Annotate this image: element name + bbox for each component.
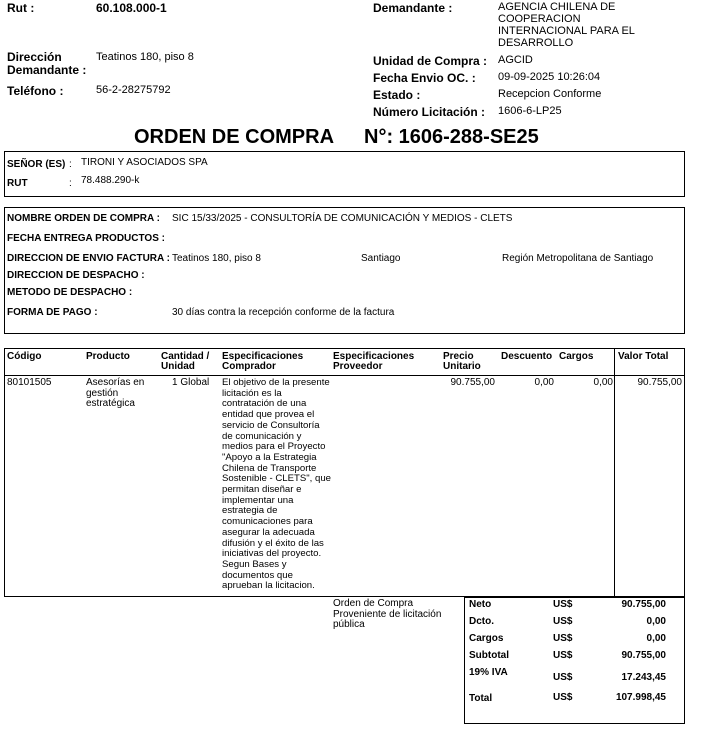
envio-factura-value: Teatinos 180, piso 8 [172, 253, 261, 264]
senor-colon: : [69, 159, 72, 170]
totals-cargos-currency: US$ [553, 633, 573, 644]
col-descuento: Descuento [501, 351, 553, 362]
row-precio: 90.755,00 [450, 377, 495, 388]
page-title: ORDEN DE COMPRA [134, 126, 335, 148]
col-cargos: Cargos [559, 351, 594, 362]
row-esp-comprador: El objetivo de la presente licitación es la contratación de una entidad que provea el servicio de Consultoría de comunicación y medios para el Proyecto "Apoyo a la Estrategia Chilena de Transporte Sostenible - CLETS", que permitan diseñar e implementar una estrategia de comunicaciones para asegurar la adecuada difusión y el éxito de las iniciativas del proyecto. Segun Bases y documentos que aprueban la licitacion. [222, 377, 331, 592]
forma-pago-label: FORMA DE PAGO : [7, 307, 98, 318]
demandante-value: AGENCIA CHILENA DE COOPERACION INTERNACIONAL PARA EL DESARROLLO [498, 1, 635, 49]
direccion-demandante-label: Dirección Demandante : [7, 50, 87, 77]
totals-subtotal-value: 90.755,00 [621, 650, 666, 661]
nombre-orden-label: NOMBRE ORDEN DE COMPRA : [7, 213, 160, 224]
unidad-compra-label: Unidad de Compra : [373, 54, 488, 68]
totals-dcto-label: Dcto. [469, 616, 494, 627]
valor-total-divider [614, 348, 615, 597]
metodo-despacho-label: METODO DE DESPACHO : [7, 287, 133, 298]
col-esp-comprador: Especificaciones Comprador [222, 351, 304, 372]
row-descuento: 0,00 [534, 377, 554, 388]
telefono-label: Teléfono : [7, 84, 64, 98]
numero-licitacion-value: 1606-6-LP25 [498, 105, 562, 117]
order-number: N°: 1606-288-SE25 [364, 126, 539, 148]
estado-value: Recepcion Conforme [498, 88, 602, 100]
telefono-value: 56-2-28275792 [96, 84, 171, 96]
totals-iva-value: 17.243,45 [621, 672, 666, 683]
row-valor-total: 90.755,00 [637, 377, 682, 388]
totals-dcto-currency: US$ [553, 616, 573, 627]
direccion-demandante-value: Teatinos 180, piso 8 [96, 51, 194, 63]
row-producto: Asesorías en gestión estratégica [86, 377, 145, 410]
nombre-orden-value: SIC 15/33/2025 - CONSULTORÍA DE COMUNICACIÓN Y MEDIOS - CLETS [172, 213, 513, 224]
footer-note: Orden de Compra Proveniente de licitación pública [333, 598, 442, 631]
row-cantidad: 1 Global [172, 377, 210, 388]
rut-colon: : [69, 178, 72, 189]
estado-label: Estado : [373, 88, 421, 102]
totals-cargos-label: Cargos [469, 633, 504, 644]
totals-total-value: 107.998,45 [615, 692, 666, 703]
fecha-envio-label: Fecha Envio OC. : [373, 71, 476, 85]
col-codigo: Código [7, 351, 42, 362]
totals-iva-currency: US$ [553, 672, 573, 683]
totals-neto-label: Neto [469, 599, 492, 610]
demandante-label: Demandante : [373, 1, 453, 15]
col-precio: Precio Unitario [443, 351, 481, 372]
col-cantidad: Cantidad / Unidad [161, 351, 210, 372]
unidad-compra-value: AGCID [498, 54, 533, 66]
col-valor-total: Valor Total [618, 351, 669, 362]
envio-ciudad: Santiago [361, 253, 401, 264]
senor-value: TIRONI Y ASOCIADOS SPA [81, 157, 208, 168]
totals-neto-value: 90.755,00 [621, 599, 666, 610]
direccion-despacho-label: DIRECCION DE DESPACHO : [7, 270, 145, 281]
totals-subtotal-currency: US$ [553, 650, 573, 661]
totals-dcto-value: 0,00 [646, 616, 666, 627]
totals-total-label: Total [469, 693, 493, 704]
rut-value: 60.108.000-1 [96, 1, 167, 15]
col-esp-proveedor: Especificaciones Proveedor [333, 351, 415, 372]
totals-cargos-value: 0,00 [646, 633, 666, 644]
senor-label: SEÑOR (ES) [7, 159, 66, 170]
totals-iva-label: 19% IVA [469, 667, 508, 678]
fecha-envio-value: 09-09-2025 10:26:04 [498, 71, 601, 83]
envio-region: Región Metropolitana de Santiago [502, 253, 654, 264]
supplier-rut-label: RUT [7, 178, 28, 189]
supplier-rut-value: 78.488.290-k [81, 175, 140, 186]
rut-label: Rut : [7, 1, 35, 15]
table-header-divider [4, 375, 685, 376]
envio-factura-label: DIRECCION DE ENVIO FACTURA : [7, 253, 170, 264]
col-producto: Producto [86, 351, 130, 362]
fecha-entrega-label: FECHA ENTREGA PRODUCTOS : [7, 233, 165, 244]
forma-pago-value: 30 días contra la recepción conforme de la factura [172, 307, 395, 318]
totals-neto-currency: US$ [553, 599, 573, 610]
numero-licitacion-label: Número Licitación : [373, 105, 486, 119]
row-cargos: 0,00 [593, 377, 613, 388]
totals-subtotal-label: Subtotal [469, 650, 509, 661]
row-codigo: 80101505 [7, 377, 52, 388]
totals-total-currency: US$ [553, 692, 573, 703]
